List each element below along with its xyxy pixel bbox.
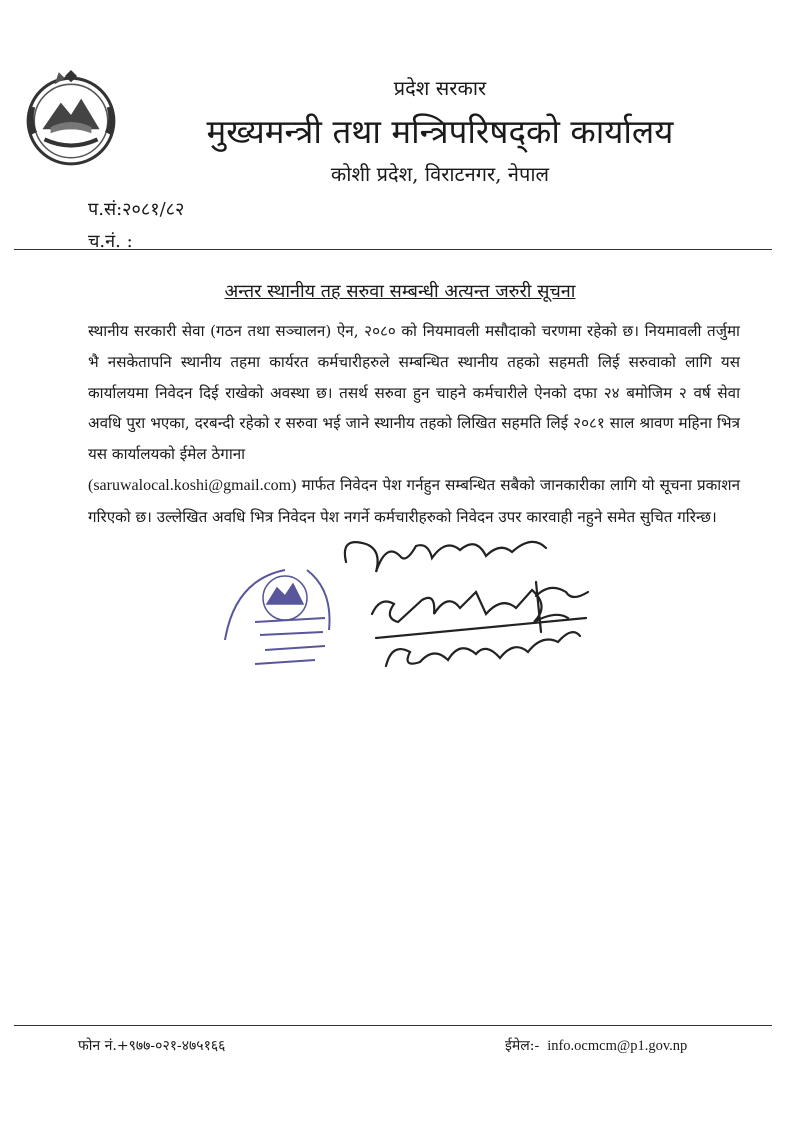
dispatch-number: च.नं. : — [88, 231, 133, 252]
notice-body — [88, 316, 740, 533]
handwritten-signature-icon — [336, 522, 596, 682]
notice-body-part2: मार्फत निवेदन पेश गर्नहुन सम्बन्धित सबैको जानकारीका लागि यो सूचना प्रकाशन गरिएको छ। उल्लेखित अवधि भित्र निवेदन पेश नगर्ने कर्मचारीहरुको निवेदन उपर कारवाही नहुने समेत सुचित गरिन्छ। — [88, 475, 740, 526]
government-emblem-icon — [20, 68, 122, 170]
footer-email-block — [505, 1036, 687, 1055]
footer-email-link[interactable]: info.ocmcm@p1.gov.np — [547, 1038, 688, 1054]
notice-email: (saruwalocal.koshi@gmail.com) — [88, 476, 297, 494]
letter-number: प.सं:२०८१/८२ — [88, 199, 185, 220]
header-divider — [14, 249, 772, 250]
footer-divider — [14, 1025, 772, 1026]
government-name: प्रदेश सरकार — [393, 76, 487, 100]
office-address: कोशी प्रदेश, विराटनगर, नेपाल — [330, 162, 550, 186]
office-name: मुख्यमन्त्री तथा मन्त्रिपरिषद्को कार्यालय — [206, 112, 674, 151]
notice-title: अन्तर स्थानीय तह सरुवा सम्बन्धी अत्यन्त जरुरी सूचना — [224, 281, 576, 302]
footer-email-label: ईमेल:- — [505, 1038, 540, 1054]
notice-body-part1: स्थानीय सरकारी सेवा (गठन तथा सञ्चालन) ऐन, २०८० को नियमावली मसौदाको चरणमा रहेको छ। नियमावली तर्जुमा भै नसकेतापनि स्थानीय तहमा कार्यरत कर्मचारीहरुले सम्बन्धित स्थानीय तहको सहमती लिई सरुवाको लागि यस कार्यालयमा निवेदन दिई राखेको अवस्था छ। तसर्थ सरुवा हुन चाहने कर्मचारीले ऐनको दफा २४ बमोजिम २ वर्ष सेवा अवधि पुरा भएका, दरबन्दी रहेको र सरुवा भई जाने स्थानीय तहको लिखित सहमति लिई २०८१ साल श्रावण महिना भित्र यस कार्यालयको ईमेल ठेगाना — [88, 322, 740, 464]
office-seal-icon — [215, 560, 345, 670]
footer-phone: फोन नं.+९७७-०२१-४७५१६६ — [78, 1038, 226, 1054]
